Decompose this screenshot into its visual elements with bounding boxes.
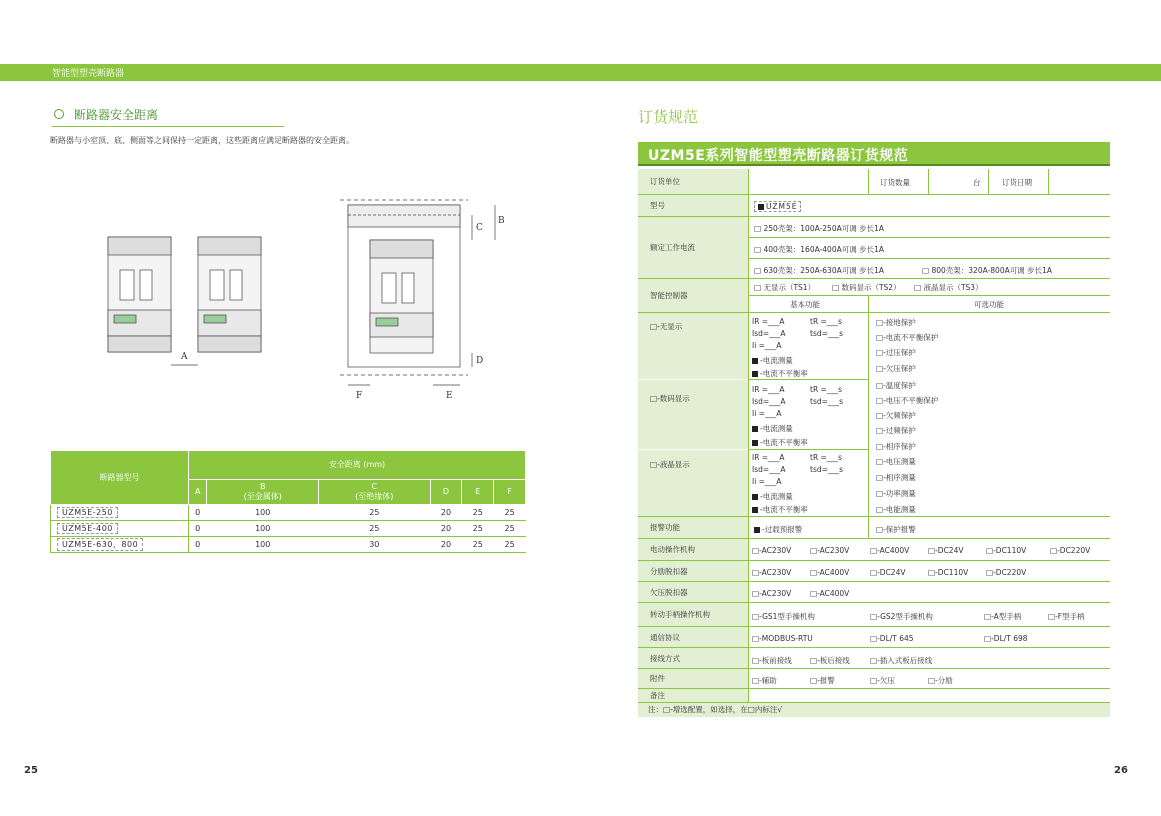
col-a: A	[189, 479, 207, 504]
row-controller: 智能控制器 □ 无显示（TS1） □ 数码显示（TS2） □ 液晶显示（TS3） 基本功能 可选功能	[638, 279, 1110, 313]
page-number-right: 26	[1114, 765, 1128, 776]
header-bar	[0, 64, 1161, 81]
row-rated-current: 额定工作电流 □ 250壳架：100A-250A可调 步长1A □ 400壳架：160A-400A可调 步长1A □ 630壳架：250A-630A可调 步长1A □ 800壳架：320A-800A可调 步长1A	[638, 217, 1110, 279]
safety-distance-table	[50, 450, 526, 553]
dim-label-e: E	[446, 391, 453, 401]
row-wiring: 接线方式 □-板前接线 □-板后接线 □-插入式板后接线	[638, 648, 1110, 669]
dim-label-a: A	[181, 352, 188, 362]
row-model: 型号 UZM5E	[638, 195, 1110, 217]
col-f: F	[494, 479, 526, 504]
breaker-front-icon	[198, 237, 261, 352]
order-note: 注：□-增选配置，如选择，在□内标注√	[638, 703, 1110, 717]
row-shunt: 分励脱扣器 □-AC230V □-AC400V □-DC24V □-DC110V □-DC220V	[638, 561, 1110, 582]
row-motor: 电动操作机构 □-AC230V □-AC230V □-AC400V □-DC24V □-DC110V □-DC220V	[638, 539, 1110, 561]
dim-label-f: F	[356, 391, 363, 401]
col-e: E	[462, 479, 494, 504]
order-banner: UZM5E系列智能型塑壳断路器订货规范	[638, 142, 1110, 166]
row-undervoltage: 欠压脱扣器 □-AC230V □-AC400V	[638, 582, 1110, 603]
row-accessories: 附件 □-辅助 □-报警 □-欠压 □-分励	[638, 669, 1110, 689]
section-description: 断路器与小室顶、底、侧面等之间保持一定距离，这些距离应满足断路器的安全距离。	[50, 136, 354, 145]
section-title: 断路器安全距离	[52, 107, 284, 127]
dim-label-c: C	[476, 223, 483, 233]
col-b: B (至金属体)	[207, 479, 319, 504]
dim-label-d: D	[476, 356, 484, 366]
row-alarm: 报警功能 -过载预报警 □-保护报警	[638, 517, 1110, 539]
circle-bullet-icon	[54, 109, 64, 119]
row-remark: 备注	[638, 689, 1110, 703]
page-number-left: 25	[24, 765, 38, 776]
row-handle: 转动手柄操作机构 □-GS1型手操机构 □-GS2型手操机构 □-A型手柄 □-F型手柄	[638, 603, 1110, 627]
breaker-front-icon	[108, 237, 171, 352]
table-row: UZM5E-250 0 100 25 20 25 25	[51, 505, 526, 521]
dim-label-b: B	[498, 216, 505, 226]
header-label: 智能型塑壳断路器	[52, 69, 125, 79]
table-row: UZM5E-630、800 0 100 30 20 25 25	[51, 537, 526, 553]
table-row: UZM5E-400 0 100 25 20 25 25	[51, 521, 526, 537]
row-controller-detail: □-无显示 □-数码显示 □-液晶显示 IR =___A tR =___s Isd=___A tsd=___s Ii =___A -电流测量 -电流不平衡率 IR =___A tR =___s Isd=___A tsd=___s Ii =___A -电流测量 -电流不平衡率 IR =___A tR =___s Isd=___A tsd=___s Ii =___A -电流测量 -电流不平衡率 □-接地保护 □-电流不平衡保护 □-过压保护 □-欠压保护 □-温度保护 □-电压不平衡保护 □-欠频保护 □-过频保护 □-相序保护 □-电压测量 □-相序测量 □-功率测量 □-电能测量	[638, 313, 1110, 517]
col-group: 安全距离 (mm)	[189, 451, 526, 480]
row-comm: 通信协议 □-MODBUS-RTU □-DL/T 645 □-DL/T 698	[638, 627, 1110, 648]
col-d: D	[430, 479, 462, 504]
row-order-unit: 订货单位 订货数量 台 订货日期	[638, 169, 1110, 195]
col-model: 断路器型号	[51, 451, 189, 505]
order-title: 订货规范	[638, 108, 699, 126]
breaker-drawings	[100, 185, 520, 405]
col-c: C (至绝缘体)	[319, 479, 431, 504]
